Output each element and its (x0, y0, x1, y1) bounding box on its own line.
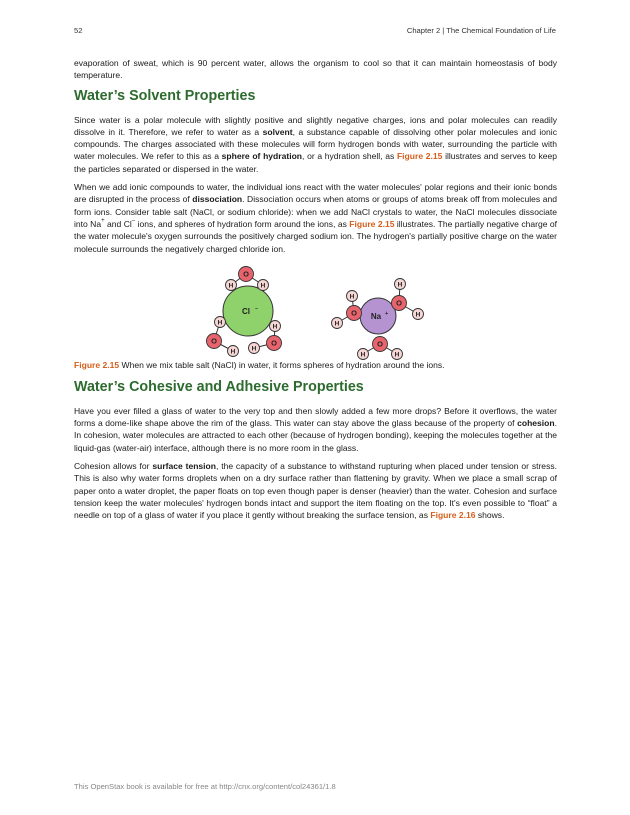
figure-link[interactable]: Figure 2.15 (396, 151, 443, 162)
text-run: , the capacity of a substance to withstand rupturing when placed under tension or stress. This is also why water forms droplets when on a dry surface rather than flattening by gravity. When we place a small scrap of paper onto a water droplet, the paper floats on top even though paper is denser (heavier) than the water. Cohesion and surface tension keep the water molecules' hydrogen bonds intact and support the item floating on the top. It's even possible to “float” a needle on top of a glass of water if you place it gently without breaking the surface tension, as (74, 461, 557, 521)
hydrogen-atom-label: H (272, 323, 278, 331)
hydrogen-atom-label: H (394, 351, 400, 359)
section-heading-solvent: Water’s Solvent Properties (74, 87, 256, 104)
text-run: illustrates and serves to keep the particles separated or dispersed in the water. (74, 151, 557, 174)
oxygen-atom-label: O (271, 338, 277, 348)
figure-label: Figure 2.15 (74, 359, 120, 370)
hydrogen-atom-label: H (397, 281, 403, 289)
superscript-minus: – (131, 218, 136, 225)
term-dissociation: dissociation (192, 194, 243, 205)
text-run: , a substance capable of dissolving other polar molecules and ionic compounds. The charges associated with these molecules will form hydrogen bonds with water, surrounding the particle with water molecules. We refer to this as a (74, 126, 557, 162)
hydrogen-atom-label: H (217, 319, 223, 327)
oxygen-atom-label: O (351, 308, 357, 318)
cohesive-paragraph-2 (74, 460, 557, 521)
text-run: illustrates. The partially negative charge of the water molecule's oxygen surrounds the positively charged sodium ion. The hydrogen's partially positive charge on the water molecule surrounds the negatively charged chloride ion. (74, 218, 557, 254)
text-run: shows. (475, 510, 505, 521)
figure-caption (74, 359, 557, 371)
hydrogen-atom-label: H (415, 311, 421, 319)
sodium-ion-label: Na (370, 311, 382, 321)
text-run: , or a hydration shell, as (302, 151, 397, 162)
hydrogen-atom-label: H (228, 282, 234, 290)
term-solvent: solvent (262, 126, 293, 137)
chloride-ion-charge: – (255, 305, 259, 312)
hydration-diagram (74, 265, 557, 359)
intro-paragraph: evaporation of sweat, which is 90 percent water, allows the organism to cool so that it can maintain homeostasis of body temperature. (74, 58, 557, 81)
page-header (74, 26, 556, 38)
chloride-ion-label: Cl (242, 306, 250, 316)
chapter-title: Chapter 2 | The Chemical Foundation of Life (406, 26, 556, 35)
hydrogen-atom-label: H (349, 293, 355, 301)
text-run: Have you ever filled a glass of water to the very top and then slowly added a few more drops? Before it overflows, the water forms a dome-like shape above the rim of the glass. This water can stay above the glass because of the property of (74, 405, 557, 429)
sodium-ion-charge: + (385, 310, 389, 317)
hydrogen-atom-label: H (260, 282, 266, 290)
term-sphere-of-hydration: sphere of hydration (221, 151, 303, 162)
text-run: ions, and spheres of hydration form around the ions, as (135, 218, 350, 229)
page-number: 52 (74, 26, 83, 35)
solvent-paragraph-1 (74, 114, 557, 175)
figure-link[interactable]: Figure 2.16 (430, 510, 476, 521)
page-content (74, 57, 557, 528)
text-run: . Dissociation occurs when atoms or groups of atoms break off from molecules and form ions. Consider table salt (NaCl, or sodium chloride): when we add NaCl crystals to water, the NaCl molecules dissociate into Na (74, 194, 557, 229)
oxygen-atom-label: O (377, 339, 383, 349)
solvent-paragraph-2 (74, 181, 557, 255)
section-heading-cohesive: Water’s Cohesive and Adhesive Properties (74, 378, 364, 395)
hydrogen-atom-label: H (334, 320, 340, 328)
page-footer: This OpenStax book is available for free at http://cnx.org/content/col24361/1.8 (74, 782, 336, 791)
hydration-figure (74, 265, 557, 359)
text-run: Since water is a polar molecule with slightly positive and slightly negative charges, ions and polar molecules can readily dissolve in it. Therefore, we refer to water as a (74, 114, 557, 137)
term-cohesion: cohesion (517, 418, 555, 429)
oxygen-atom-label: O (211, 336, 217, 346)
hydrogen-atom-label: H (251, 345, 257, 353)
figure-link[interactable]: Figure 2.15 (349, 218, 395, 229)
oxygen-atom-label: O (396, 298, 402, 308)
text-run: Cohesion allows for (74, 461, 153, 472)
superscript-plus: + (101, 218, 105, 225)
cohesive-paragraph-1 (74, 405, 557, 454)
hydrogen-atom-label: H (360, 351, 366, 359)
text-run: When we add ionic compounds to water, the individual ions react with the water molecules' polar regions and their ionic bonds are disrupted in the process of (74, 182, 557, 205)
caption-text: When we mix table salt (NaCl) in water, it forms spheres of hydration around the ions. (119, 359, 445, 370)
text-run: and Cl (104, 218, 132, 229)
oxygen-atom-label: O (243, 269, 249, 279)
hydrogen-atom-label: H (230, 348, 236, 356)
term-surface-tension: surface tension (152, 461, 216, 472)
text-run: . In cohesion, water molecules are attracted to each other (because of hydrogen bonding), keeping the molecules together at the liquid-gas (water-air) interface, although there is no more room in the glass. (74, 418, 557, 453)
